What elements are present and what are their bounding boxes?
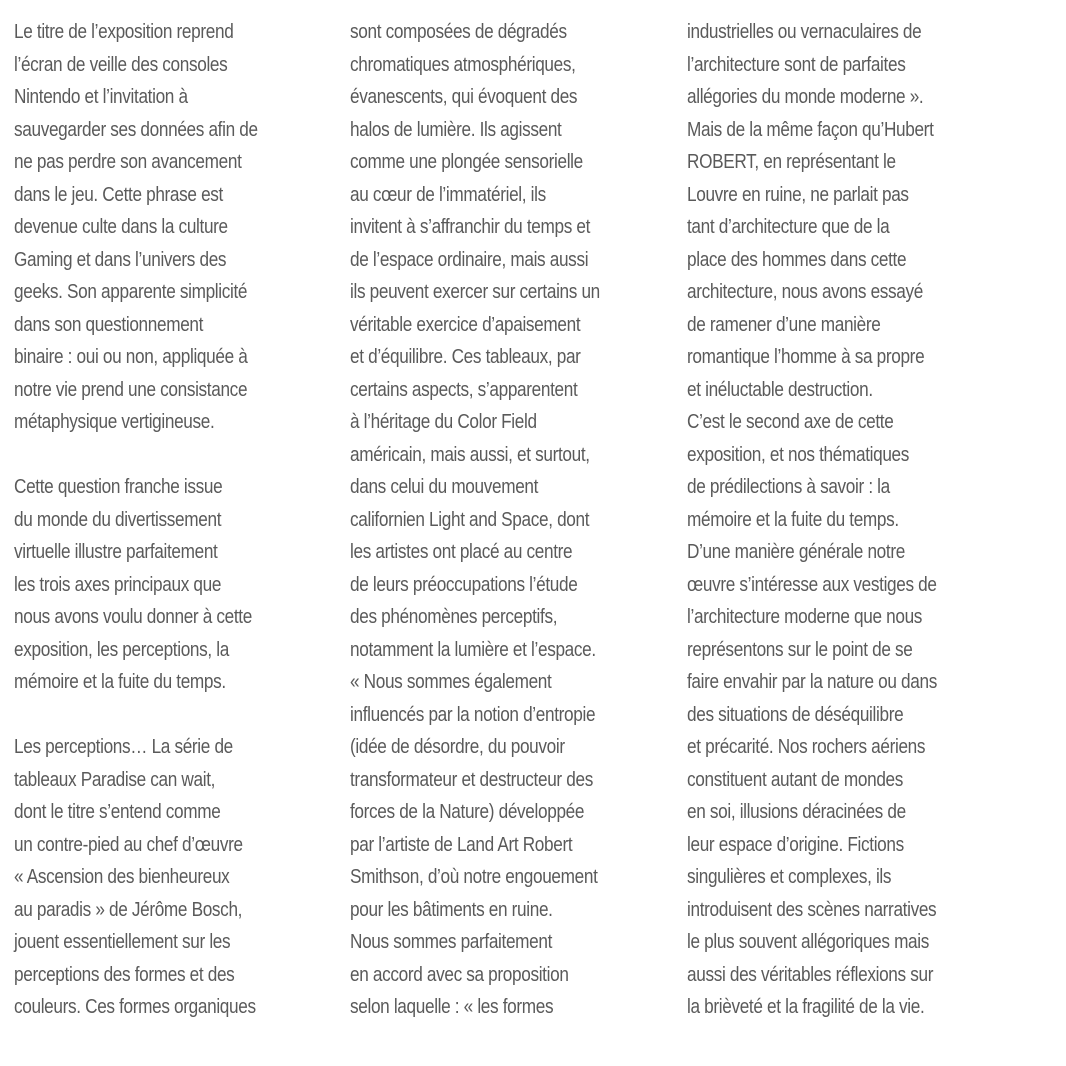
text-line: et précarité. Nos rochers aériens <box>687 736 926 758</box>
text-line: certains aspects, s’apparentent <box>350 378 578 401</box>
text-line: influencés par la notion d’entropie <box>350 703 596 726</box>
text-line: Cette question franche issue <box>14 476 223 498</box>
text-line: Nous sommes parfaitement <box>350 931 553 953</box>
text-line: geeks. Son apparente simplicité <box>14 281 248 303</box>
text-line: représentons sur le point de se <box>687 638 913 661</box>
text-line: (idée de désordre, du pouvoir <box>350 736 565 758</box>
text-line: des situations de déséquilibre <box>687 703 904 726</box>
text-line: à l’héritage du Color Field <box>350 411 537 433</box>
text-line: industrielles ou vernaculaires de <box>687 21 922 43</box>
text-line: par l’artiste de Land Art Robert <box>350 833 573 856</box>
text-line: les artistes ont placé au centre <box>350 541 573 563</box>
text-line: comme une plongée sensorielle <box>350 151 583 173</box>
text-line: exposition, les perceptions, la <box>14 638 229 661</box>
text-line: C’est le second axe de cette <box>687 411 894 433</box>
text-line: forces de la Nature) développée <box>350 801 585 823</box>
text-line: transformateur et destructeur des <box>350 768 593 791</box>
text-line: l’architecture sont de parfaites <box>687 53 906 76</box>
text-line: des phénomènes perceptifs, <box>350 606 558 628</box>
text-line: en soi, illusions déracinées de <box>687 801 906 823</box>
text-line: Gaming et dans l’univers des <box>14 248 227 271</box>
text-column-3 <box>687 16 971 1024</box>
text-line: dans le jeu. Cette phrase est <box>14 183 223 206</box>
text-line: véritable exercice d’apaisement <box>350 313 581 336</box>
text-line: et inéluctable destruction. <box>687 378 873 401</box>
text-line: tant d’architecture que de la <box>687 216 890 238</box>
text-line: sont composées de dégradés <box>350 21 567 43</box>
text-line: dont le titre s’entend comme <box>14 801 221 823</box>
text-line: virtuelle illustre parfaitement <box>14 541 218 563</box>
text-line: aussi des véritables réflexions sur <box>687 963 934 986</box>
text-line: œuvre s’intéresse aux vestiges de <box>687 573 937 596</box>
text-line: « Nous sommes également <box>350 671 552 693</box>
text-line: métaphysique vertigineuse. <box>14 411 215 433</box>
text-line: mémoire et la fuite du temps. <box>14 671 226 693</box>
text-line: invitent à s’affranchir du temps et <box>350 216 591 238</box>
text-line: romantique l’homme à sa propre <box>687 346 925 368</box>
text-line: de leurs préoccupations l’étude <box>350 573 578 596</box>
text-line: dans celui du mouvement <box>350 476 539 498</box>
text-line: singulières et complexes, ils <box>687 866 892 888</box>
text-line: Mais de la même façon qu’Hubert <box>687 118 934 141</box>
text-line: de ramener d’une manière <box>687 313 881 336</box>
text-line: mémoire et la fuite du temps. <box>687 508 899 531</box>
text-line: leur espace d’origine. Fictions <box>687 833 904 856</box>
text-line: la brièveté et la fragilité de la vie. <box>687 996 925 1018</box>
text-line: au cœur de l’immatériel, ils <box>350 183 546 206</box>
text-line: constituent autant de mondes <box>687 768 904 791</box>
text-line: nous avons voulu donner à cette <box>14 606 252 628</box>
text-line: perceptions des formes et des <box>14 963 235 986</box>
text-line: exposition, et nos thématiques <box>687 443 910 466</box>
text-column-1 <box>14 16 298 1024</box>
text-line: l’écran de veille des consoles <box>14 53 228 76</box>
text-line: de l’espace ordinaire, mais aussi <box>350 248 589 271</box>
text-line: Nintendo et l’invitation à <box>14 86 188 108</box>
paragraph-gap <box>14 699 298 732</box>
text-line: l’architecture moderne que nous <box>687 606 923 628</box>
text-line: californien Light and Space, dont <box>350 508 590 531</box>
text-line: introduisent des scènes narratives <box>687 898 937 921</box>
text-line: jouent essentiellement sur les <box>14 931 231 953</box>
text-line: ils peuvent exercer sur certains un <box>350 281 600 303</box>
text-line: et d’équilibre. Ces tableaux, par <box>350 346 581 368</box>
text-line: Les perceptions… La série de <box>14 736 233 758</box>
text-line: en accord avec sa proposition <box>350 963 569 986</box>
text-line: pour les bâtiments en ruine. <box>350 898 553 921</box>
text-line: Louvre en ruine, ne parlait pas <box>687 183 909 206</box>
text-line: notamment la lumière et l’espace. <box>350 638 596 661</box>
text-line: selon laquelle : « les formes <box>350 996 554 1018</box>
text-line: faire envahir par la nature ou dans <box>687 671 937 693</box>
text-line: architecture, nous avons essayé <box>687 281 924 303</box>
text-line: ROBERT, en représentant le <box>687 151 896 173</box>
text-line: sauvegarder ses données afin de <box>14 118 258 141</box>
text-line: Smithson, d’où notre engouement <box>350 866 598 888</box>
text-line: américain, mais aussi, et surtout, <box>350 443 590 466</box>
text-line: halos de lumière. Ils agissent <box>350 118 562 141</box>
text-line: le plus souvent allégoriques mais <box>687 931 930 953</box>
text-line: de prédilections à savoir : la <box>687 476 890 498</box>
text-column-2 <box>350 16 634 1024</box>
text-line: ne pas perdre son avancement <box>14 151 242 173</box>
text-line: Le titre de l’exposition reprend <box>14 21 234 43</box>
text-line: couleurs. Ces formes organiques <box>14 996 256 1018</box>
paragraph-gap <box>14 439 298 472</box>
text-line: chromatiques atmosphériques, <box>350 53 576 76</box>
text-line: binaire : oui ou non, appliquée à <box>14 346 248 368</box>
text-line: D’une manière générale notre <box>687 541 905 563</box>
text-line: un contre-pied au chef d’œuvre <box>14 833 243 856</box>
text-line: dans son questionnement <box>14 313 204 336</box>
text-line: tableaux Paradise can wait, <box>14 768 216 791</box>
text-line: devenue culte dans la culture <box>14 216 228 238</box>
text-line: allégories du monde moderne ». <box>687 86 924 108</box>
text-line: les trois axes principaux que <box>14 573 222 596</box>
text-line: au paradis » de Jérôme Bosch, <box>14 898 243 921</box>
text-line: évanescents, qui évoquent des <box>350 86 578 108</box>
text-line: « Ascension des bienheureux <box>14 866 230 888</box>
text-line: du monde du divertissement <box>14 508 222 531</box>
text-line: place des hommes dans cette <box>687 248 907 271</box>
text-line: notre vie prend une consistance <box>14 378 248 401</box>
